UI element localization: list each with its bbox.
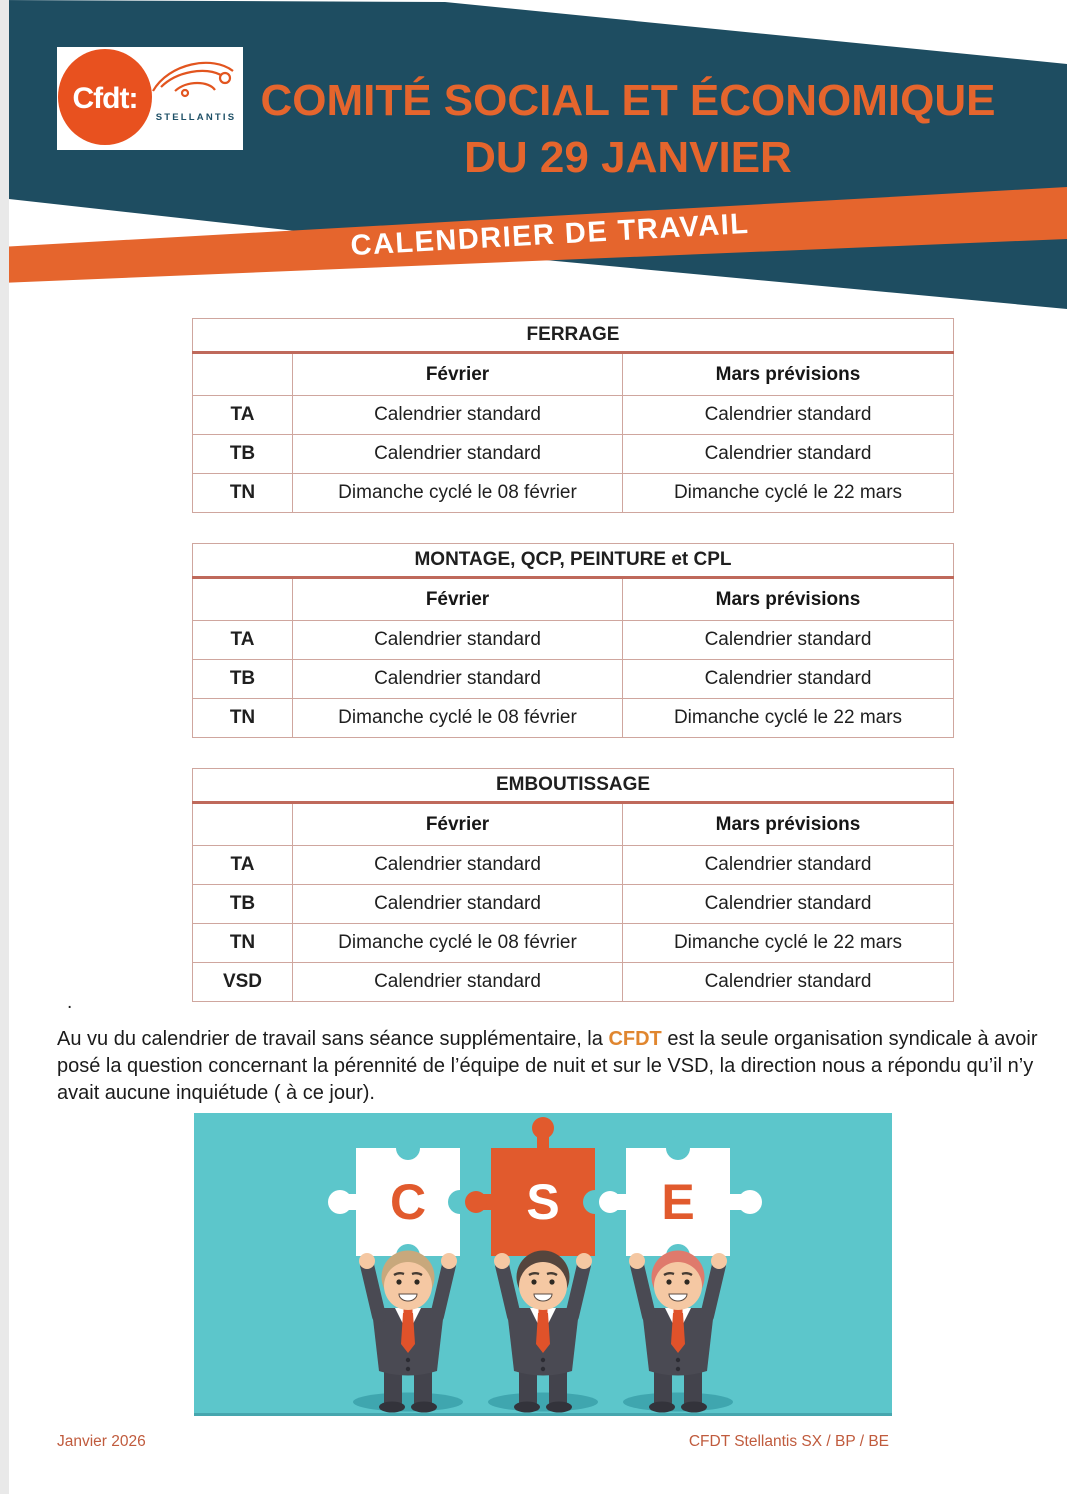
comment-paragraph: [57, 1026, 1047, 1107]
row-label: TA: [193, 396, 293, 435]
stellantis-wing-sketch-icon: [153, 63, 233, 96]
table-row: [193, 885, 954, 924]
row-label: TN: [193, 474, 293, 513]
row-label: TB: [193, 885, 293, 924]
table-row: [193, 435, 954, 474]
table-row: [193, 396, 954, 435]
table-cell: Calendrier standard: [293, 435, 623, 474]
column-header: [193, 578, 293, 621]
column-header: Mars prévisions: [623, 353, 954, 396]
table-cell: Calendrier standard: [293, 963, 623, 1002]
tables-section: [192, 318, 953, 1032]
table-cell: Dimanche cyclé le 22 mars: [623, 699, 954, 738]
table-title: EMBOUTISSAGE: [193, 769, 954, 803]
column-header: Février: [293, 578, 623, 621]
table-cell: Calendrier standard: [293, 396, 623, 435]
row-label: TN: [193, 924, 293, 963]
cfdt-stellantis-logo: [57, 47, 243, 150]
column-header: [193, 803, 293, 846]
page-title-line2: DU 29 JANVIER: [464, 133, 792, 182]
table-cell: Calendrier standard: [623, 435, 954, 474]
page-title-line1: COMITÉ SOCIAL ET ÉCONOMIQUE: [260, 76, 996, 125]
page-edge: [0, 0, 9, 1494]
table-ferrage: [192, 318, 954, 513]
table-cell: Dimanche cyclé le 08 février: [293, 924, 623, 963]
table-cell: Calendrier standard: [623, 846, 954, 885]
table-cell: Calendrier standard: [623, 963, 954, 1002]
table-title: MONTAGE, QCP, PEINTURE et CPL: [193, 544, 954, 578]
row-label: TN: [193, 699, 293, 738]
table-row: [193, 660, 954, 699]
puzzle-knob-left: [328, 1190, 352, 1214]
cfdt-wordmark: Cfdt:: [72, 82, 138, 115]
puzzle-knob-right: [738, 1190, 762, 1214]
row-label: TA: [193, 846, 293, 885]
cse-letter-s: S: [526, 1174, 560, 1230]
table-cell: Calendrier standard: [293, 846, 623, 885]
table-title: FERRAGE: [193, 319, 954, 353]
table-row: [193, 474, 954, 513]
cse-illustration: [194, 1113, 892, 1416]
table-row: [193, 963, 954, 1002]
illustration-bottom-edge: [194, 1413, 892, 1416]
stray-period: .: [67, 992, 73, 1013]
table-cell: Calendrier standard: [293, 660, 623, 699]
column-header: Mars prévisions: [623, 578, 954, 621]
banner-title: CALENDRIER DE TRAVAIL: [349, 207, 751, 263]
row-label: TA: [193, 621, 293, 660]
table-row: [193, 699, 954, 738]
footer-date: Janvier 2026: [57, 1433, 146, 1450]
table-cell: Calendrier standard: [623, 621, 954, 660]
table-cell: Calendrier standard: [623, 885, 954, 924]
cse-letter-c: C: [389, 1174, 427, 1230]
table-row: [193, 621, 954, 660]
column-header: Mars prévisions: [623, 803, 954, 846]
table-cell: Calendrier standard: [623, 660, 954, 699]
paragraph-text-before: Au vu du calendrier de travail sans séance supplémentaire, la: [57, 1028, 609, 1050]
row-label: TB: [193, 660, 293, 699]
table-cell: Dimanche cyclé le 22 mars: [623, 474, 954, 513]
stellantis-wordmark: STELLANTIS: [155, 112, 237, 123]
page-title: [193, 72, 1063, 186]
footer-signature: CFDT Stellantis SX / BP / BE: [688, 1433, 889, 1450]
paragraph-text-after: est la seule organisation syndicale à avoir posé la question concernant la pérennité de l’équipe de nuit et sur le VSD, la direction nous a répondu qu’il n’y avait aucune inquiétude ( à ce jour).: [57, 1028, 1038, 1104]
table-cell: Calendrier standard: [623, 396, 954, 435]
table-cell: Calendrier standard: [293, 885, 623, 924]
column-header: [193, 353, 293, 396]
table-cell: Calendrier standard: [293, 621, 623, 660]
table-montage: [192, 543, 954, 738]
table-cell: Dimanche cyclé le 08 février: [293, 699, 623, 738]
cfdt-highlight: CFDT: [608, 1028, 662, 1050]
row-label: TB: [193, 435, 293, 474]
row-label: VSD: [193, 963, 293, 1002]
cse-letter-e: E: [661, 1174, 695, 1230]
column-header: Février: [293, 353, 623, 396]
table-cell: Dimanche cyclé le 08 février: [293, 474, 623, 513]
table-emboutissage: [192, 768, 954, 1002]
column-header: Février: [293, 803, 623, 846]
cfdt-logo-icon: [57, 47, 243, 150]
table-row: [193, 924, 954, 963]
table-cell: Dimanche cyclé le 22 mars: [623, 924, 954, 963]
puzzle-knob-top: [532, 1117, 554, 1139]
table-row: [193, 846, 954, 885]
